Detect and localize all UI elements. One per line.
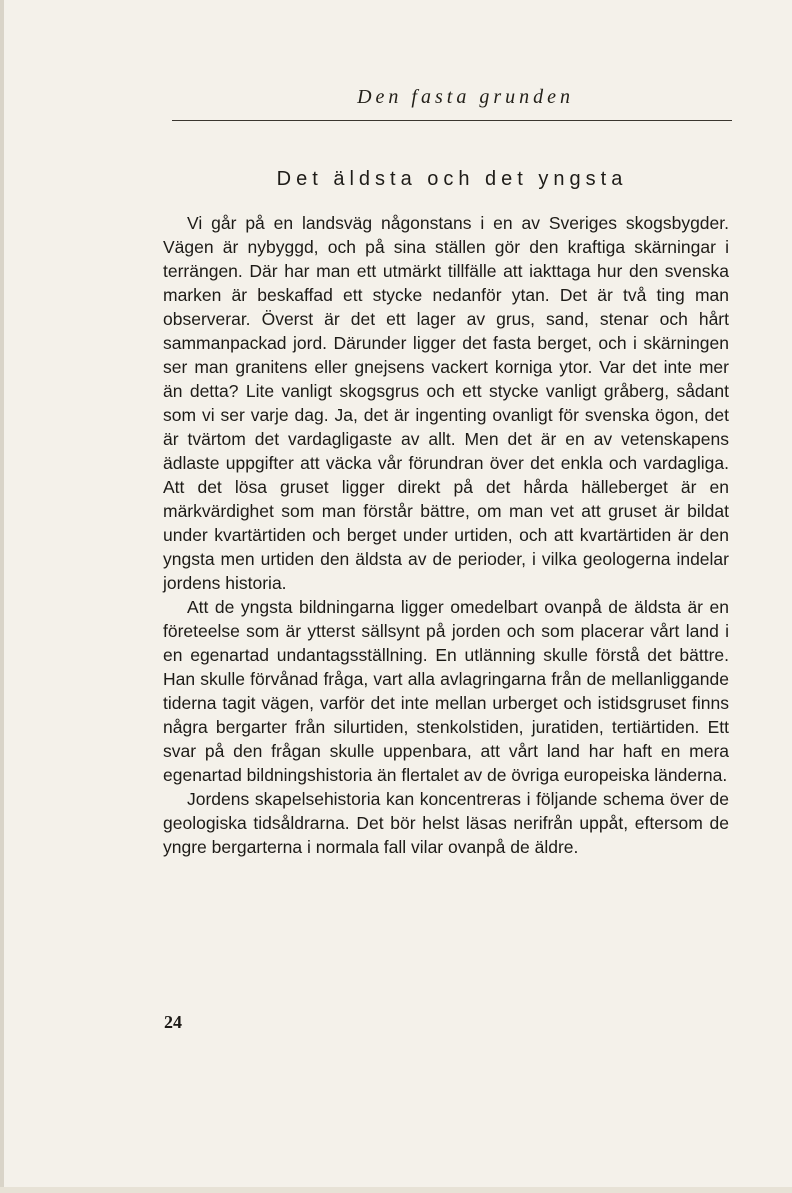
page-number: 24 xyxy=(164,1012,182,1032)
page-edge-bottom xyxy=(0,1187,792,1193)
paragraph-2: Att de yngsta bildningarna ligger omedelbart ovanpå de äldsta är en företeelse som är ytterst sällsynt på jorden och som placerar vårt land i en egenartad undantagsställning. En utlänning skulle förstå det bättre. Han skulle förvånad fråga, vart alla avlagringarna från de mellanliggande tiderna tagit vägen, varför det inte mellan urberget och istidsgruset finns några bergarter från silurtiden, stenkolstiden, juratiden, tertiärtiden. Ett svar på den frågan skulle uppenbara, att vårt land har haft en mera egenartad bildningshistoria än flertalet av de övriga europeiska länderna. xyxy=(163,597,729,785)
paragraph-3: Jordens skapelsehistoria kan koncentreras i följande schema över de geologiska tidsåldrarna. Det bör helst läsas nerifrån uppåt, eftersom de yngre bergarterna i normala fall vilar ovanpå de äldre. xyxy=(163,789,729,857)
paragraph-1: Vi går på en landsväg någonstans i en av Sveriges skogsbygder. Vägen är nybyggd, och på sina ställen gör den kraftiga skärningar i terrängen. Där har man ett utmärkt tillfälle att iakttaga hur den svenska marken är beskaffad ett stycke nedanför ytan. Det är två ting man observerar. Överst är det ett lager av grus, sand, stenar och hårt sammanpackad jord. Därunder ligger det fasta berget, och i skärningen ser man granitens eller gnejsens vackert korniga ytor. Var det inte mer än detta? Lite vanligt skogsgrus och ett stycke vanligt gråberg, sådant som vi ser varje dag. Ja, det är ingenting ovanligt för svenska ögon, det är tvärtom det vardagligaste av allt. Men det är en av vetenskapens ädlaste uppgifter att väcka vår förundran över det enkla och vardagliga. Att det lösa gruset ligger direkt på det hårda hälleberget är en märkvärdighet som man förstår bättre, om man vet att gruset är bildat under kvartärtiden och berget under urtiden, och att kvartärtiden är den yngsta men urtiden den äldsta av de perioder, i vilka geologerna indelar jordens historia. xyxy=(163,213,729,593)
body-text xyxy=(163,211,729,859)
header-rule xyxy=(172,120,732,121)
section-title: Det äldsta och det yngsta xyxy=(276,168,628,190)
running-head: Den fasta grunden xyxy=(357,86,574,108)
page-edge xyxy=(0,0,4,1193)
